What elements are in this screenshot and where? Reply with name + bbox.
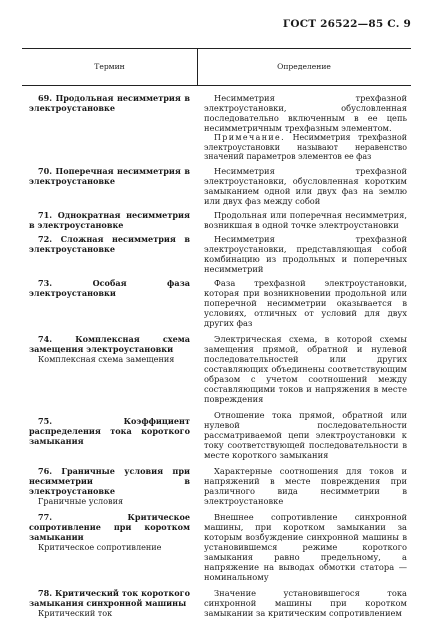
- table-row: [22, 588, 411, 618]
- table-top-rule: [22, 48, 411, 49]
- definition-cell: [204, 278, 411, 328]
- term-name: 72. Сложная несимметрия в электроустановке: [29, 233, 190, 254]
- table-row: [22, 166, 411, 206]
- definition-text: Фаза трехфазной электроустановки, которая при возникновении продольной или поперечной несимметрии оказывается в условиях, отличных от условий для двух других фаз: [204, 277, 407, 328]
- term-name: 77. Критическое сопротивление при коротком замыкании: [29, 511, 190, 542]
- term-name: 76. Граничные условия при несимметрии в электроустановке: [29, 465, 190, 496]
- term-cell: [22, 410, 190, 460]
- definition-text: Продольная или поперечная несимметрия, возникшая в одной точке электроустановки: [204, 209, 407, 230]
- definition-text: Несимметрия трехфазной электроустановки, обусловленная последовательно включенным в ее цепь несимметричным трехфазным элементом.: [204, 93, 407, 133]
- term-name: 73. Особая фаза электроустановки: [29, 277, 190, 298]
- definition-text: Характерные соотношения для токов и напряжений в месте повреждения при различного вида несимметрии в электроустановке: [204, 465, 407, 506]
- table-row: [22, 334, 411, 404]
- definition-cell: [204, 334, 411, 404]
- term-table-body: [22, 93, 411, 618]
- table-row: [22, 466, 411, 506]
- column-header-term: Термин: [94, 62, 125, 71]
- table-row: [22, 512, 411, 582]
- term-cell: [22, 166, 190, 206]
- definition-cell: [204, 410, 411, 460]
- page-header-standard: ГОСТ 26522—85 С. 9: [282, 18, 411, 30]
- definition-text: Электрическая схема, в которой схемы замещения прямой, обратной и нулевой последовательностей или других составляющих объединены соответствующим образом с учетом соотношений между составляющими токов и напряжения в месте повреждения: [204, 333, 407, 404]
- note-text: Несимметрия трехфазной электроустановки называют неравенство значений параметров элементов ее фаз: [204, 133, 407, 161]
- term-cell: [22, 334, 190, 404]
- definition-cell: [204, 210, 411, 230]
- definition-cell: [204, 466, 411, 506]
- definition-cell: [204, 166, 411, 206]
- term-cell: [22, 93, 190, 162]
- term-cell: [22, 466, 190, 506]
- term-name: 69. Продольная несимметрия в электроустановке: [29, 93, 190, 113]
- term-name: 71. Однократная несимметрия в электроустановке: [29, 209, 190, 230]
- term-cell: [22, 210, 190, 230]
- term-short-name: Граничные условия: [38, 495, 124, 506]
- term-name: 78. Критический ток короткого замыкания синхронной машины: [29, 587, 190, 608]
- term-name: 75. Коэффициент распределения тока короткого замыкания: [29, 415, 190, 446]
- definition-text: Отношение тока прямой, обратной или нулевой последовательности рассматриваемой цепи электроустановки к току соответствующей последовательности в месте короткого замыкания: [204, 409, 407, 460]
- definition-text: Несимметрия трехфазной электроустановки, обусловленная коротким замыканием одной или двух фаз на землю или двух фаз между собой: [204, 165, 407, 206]
- term-short-name: Критический ток: [38, 607, 113, 618]
- table-row: [22, 410, 411, 460]
- term-name: 70. Поперечная несимметрия в электроустановке: [29, 165, 190, 186]
- definition-cell: [204, 234, 411, 274]
- term-short-name: Критическое сопротивление: [38, 541, 162, 552]
- term-cell: [22, 588, 190, 618]
- definition-cell: [204, 512, 411, 582]
- definition-cell: [204, 93, 411, 162]
- term-cell: [22, 234, 190, 274]
- note-label: Примечание.: [214, 133, 286, 142]
- definition-text: Внешнее сопротивление синхронной машины, при коротком замыкании за которым возбуждение синхронной машины в установившемся режиме короткого замыкания равно предельному, а напряжение на выводах обмотки статора — номинальному: [204, 511, 407, 582]
- column-header-definition: Определение: [277, 62, 331, 71]
- term-name: 74. Комплексная схема замещения электроустановки: [29, 333, 190, 354]
- definition-cell: [204, 588, 411, 618]
- table-row: [22, 278, 411, 328]
- table-row: [22, 210, 411, 230]
- table-row: [22, 93, 411, 162]
- table-header-rule: [22, 85, 411, 86]
- term-short-name: Комплексная схема замещения: [38, 353, 175, 364]
- definition-text: Несимметрия трехфазной электроустановки, представляющая собой комбинацию из продольных и поперечных несимметрий: [204, 233, 407, 274]
- definition-text: Значение установившегося тока синхронной машины при коротком замыкании за критическим сопротивлением: [204, 587, 407, 618]
- table-row: [22, 234, 411, 274]
- term-cell: [22, 512, 190, 582]
- term-cell: [22, 278, 190, 328]
- definition-note: [204, 133, 407, 162]
